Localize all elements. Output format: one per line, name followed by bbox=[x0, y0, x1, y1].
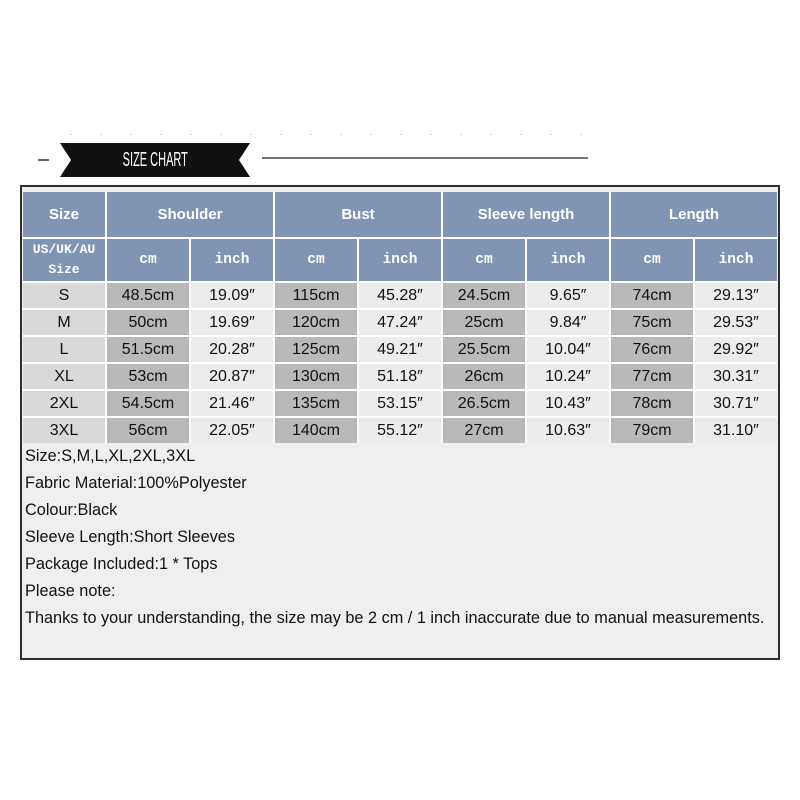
shoulder-inch-cell: 19.09″ bbox=[191, 283, 273, 308]
table-row-l bbox=[23, 337, 777, 362]
unit-shoulder-cm: cm bbox=[107, 239, 189, 281]
detail-sleeve: Sleeve Length:Short Sleeves bbox=[25, 528, 235, 546]
sleeve-inch-cell: 10.63″ bbox=[527, 418, 609, 443]
length-cm-cell: 79cm bbox=[611, 418, 693, 443]
product-details bbox=[25, 443, 775, 632]
shoulder-cm-cell: 56cm bbox=[107, 418, 189, 443]
header-shoulder: Shoulder bbox=[107, 192, 273, 237]
length-inch-cell: 30.31″ bbox=[695, 364, 777, 389]
bust-cm-cell: 130cm bbox=[275, 364, 357, 389]
shoulder-inch-cell: 22.05″ bbox=[191, 418, 273, 443]
size-cell: M bbox=[23, 310, 105, 335]
table-unit-row bbox=[23, 239, 777, 281]
bust-inch-cell: 47.24″ bbox=[359, 310, 441, 335]
length-cm-cell: 77cm bbox=[611, 364, 693, 389]
bust-cm-cell: 120cm bbox=[275, 310, 357, 335]
unit-length-cm: cm bbox=[611, 239, 693, 281]
length-inch-cell: 31.10″ bbox=[695, 418, 777, 443]
size-cell: 3XL bbox=[23, 418, 105, 443]
table-row-3xl bbox=[23, 418, 777, 443]
size-table bbox=[23, 192, 777, 443]
table-row-s bbox=[23, 283, 777, 308]
shoulder-cm-cell: 51.5cm bbox=[107, 337, 189, 362]
table-row-2xl bbox=[23, 391, 777, 416]
bust-inch-cell: 51.18″ bbox=[359, 364, 441, 389]
banner-title bbox=[60, 143, 250, 177]
detail-colour: Colour:Black bbox=[25, 501, 118, 519]
shoulder-cm-cell: 53cm bbox=[107, 364, 189, 389]
length-inch-cell: 30.71″ bbox=[695, 391, 777, 416]
sleeve-inch-cell: 10.04″ bbox=[527, 337, 609, 362]
length-inch-cell: 29.53″ bbox=[695, 310, 777, 335]
sleeve-cm-cell: 27cm bbox=[443, 418, 525, 443]
length-cm-cell: 75cm bbox=[611, 310, 693, 335]
detail-fabric: Fabric Material:100%Polyester bbox=[25, 474, 247, 492]
shoulder-inch-cell: 21.46″ bbox=[191, 391, 273, 416]
shoulder-cm-cell: 48.5cm bbox=[107, 283, 189, 308]
header-sleeve-length: Sleeve length bbox=[443, 192, 609, 237]
bust-inch-cell: 45.28″ bbox=[359, 283, 441, 308]
length-cm-cell: 76cm bbox=[611, 337, 693, 362]
table-header-row bbox=[23, 192, 777, 237]
detail-note-text: Thanks to your understanding, the size may be 2 cm / 1 inch inaccurate due to manual measurements. bbox=[25, 609, 765, 627]
shoulder-inch-cell: 20.28″ bbox=[191, 337, 273, 362]
bust-inch-cell: 55.12″ bbox=[359, 418, 441, 443]
sleeve-cm-cell: 24.5cm bbox=[443, 283, 525, 308]
sleeve-cm-cell: 26cm bbox=[443, 364, 525, 389]
bust-cm-cell: 135cm bbox=[275, 391, 357, 416]
sleeve-cm-cell: 26.5cm bbox=[443, 391, 525, 416]
table-row-m bbox=[23, 310, 777, 335]
size-system-cell bbox=[23, 239, 105, 281]
banner-title-text: SIZE CHART bbox=[122, 149, 188, 171]
length-inch-cell: 29.92″ bbox=[695, 337, 777, 362]
unit-bust-inch: inch bbox=[359, 239, 441, 281]
size-cell: 2XL bbox=[23, 391, 105, 416]
sleeve-cm-cell: 25.5cm bbox=[443, 337, 525, 362]
sleeve-cm-cell: 25cm bbox=[443, 310, 525, 335]
length-cm-cell: 74cm bbox=[611, 283, 693, 308]
sleeve-inch-cell: 10.43″ bbox=[527, 391, 609, 416]
shoulder-cm-cell: 50cm bbox=[107, 310, 189, 335]
header-size: Size bbox=[23, 192, 105, 237]
bust-inch-cell: 53.15″ bbox=[359, 391, 441, 416]
bust-cm-cell: 115cm bbox=[275, 283, 357, 308]
bust-inch-cell: 49.21″ bbox=[359, 337, 441, 362]
shoulder-inch-cell: 20.87″ bbox=[191, 364, 273, 389]
shoulder-inch-cell: 19.69″ bbox=[191, 310, 273, 335]
unit-sleeve-cm: cm bbox=[443, 239, 525, 281]
bust-cm-cell: 140cm bbox=[275, 418, 357, 443]
header-length: Length bbox=[611, 192, 777, 237]
sleeve-inch-cell: 9.84″ bbox=[527, 310, 609, 335]
size-system-label: US/UK/AU bbox=[32, 242, 96, 257]
detail-note-heading: Please note: bbox=[25, 582, 116, 600]
size-system-sublabel: Size bbox=[48, 262, 80, 277]
size-cell: S bbox=[23, 283, 105, 308]
sleeve-inch-cell: 10.24″ bbox=[527, 364, 609, 389]
shoulder-cm-cell: 54.5cm bbox=[107, 391, 189, 416]
sleeve-inch-cell: 9.65″ bbox=[527, 283, 609, 308]
detail-sizes: Size:S,M,L,XL,2XL,3XL bbox=[25, 447, 196, 465]
unit-length-inch: inch bbox=[695, 239, 777, 281]
length-cm-cell: 78cm bbox=[611, 391, 693, 416]
size-cell: XL bbox=[23, 364, 105, 389]
header-bust: Bust bbox=[275, 192, 441, 237]
unit-bust-cm: cm bbox=[275, 239, 357, 281]
table-row-xl bbox=[23, 364, 777, 389]
bust-cm-cell: 125cm bbox=[275, 337, 357, 362]
size-cell: L bbox=[23, 337, 105, 362]
unit-shoulder-inch: inch bbox=[191, 239, 273, 281]
length-inch-cell: 29.13″ bbox=[695, 283, 777, 308]
unit-sleeve-inch: inch bbox=[527, 239, 609, 281]
detail-package: Package Included:1 * Tops bbox=[25, 555, 218, 573]
